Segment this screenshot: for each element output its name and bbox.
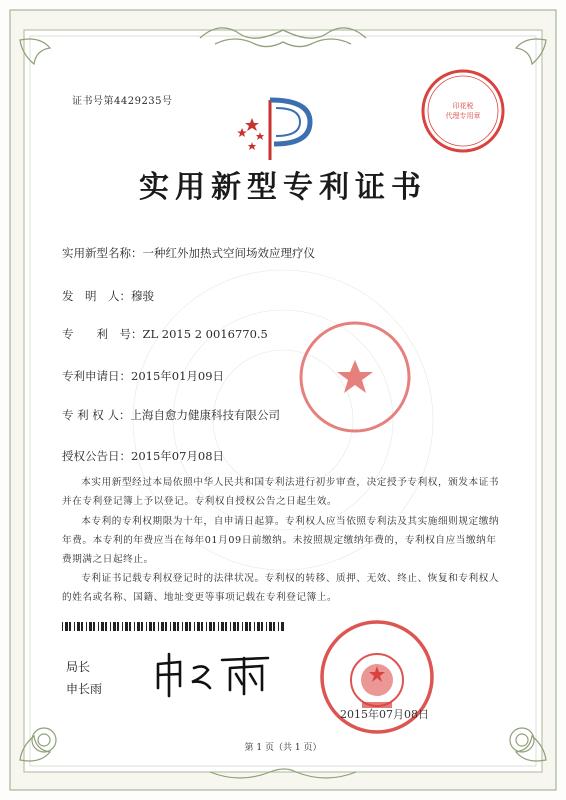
svg-text:印花税: 印花税	[452, 102, 474, 110]
field-label: 专 利 权 人：	[62, 408, 131, 422]
field-value: 穆骏	[131, 289, 154, 303]
svg-text:代理专用章: 代理专用章	[445, 112, 481, 120]
field-label: 专利申请日：	[62, 369, 131, 383]
field-application-date	[62, 368, 224, 384]
field-inventor	[62, 288, 154, 304]
field-patentee	[62, 407, 280, 423]
field-patent-number	[62, 326, 268, 342]
certificate-number: 证书号第4429235号	[72, 96, 173, 107]
field-value: 2015年07月08日	[131, 449, 225, 463]
barcode	[62, 622, 284, 631]
signature-name: 申长雨	[66, 682, 103, 696]
field-label: 实用新型名称：	[62, 246, 143, 260]
agency-seal	[418, 66, 508, 156]
company-seal	[296, 318, 414, 436]
field-grant-date	[62, 448, 224, 464]
paragraph-term: 本专利的专利权期限为十年，自申请日起算。专利权人应当依照专利法及其实施细则规定缴纳年费。本专利的年费应当在每年01月09日前缴纳。未按照规定缴纳年费的，专利权自应当缴纳年费期满之日起终止。	[62, 516, 500, 565]
field-label: 发 明 人：	[62, 289, 131, 303]
signature-title: 局长	[66, 660, 91, 674]
field-label: 专 利 号：	[62, 327, 143, 341]
page-footer: 第 1 页（共 1 页）	[244, 743, 322, 753]
certificate-title: 实用新型专利证书	[139, 170, 427, 205]
seal-date: 2015年07月08日	[340, 708, 429, 721]
field-utility-model-name	[62, 245, 315, 261]
field-value: ZL 2015 2 0016770.5	[142, 327, 268, 341]
paragraph-register: 专利证书记载专利权登记时的法律状况。专利权的转移、质押、无效、终止、恢复和专利权人的姓名或名称、国籍、地址变更等事项记载在专利登记簿上。	[62, 573, 500, 603]
field-label: 授权公告日：	[62, 449, 131, 463]
field-value: 一种红外加热式空间场效应理疗仪	[142, 246, 315, 260]
field-value: 2015年01月09日	[131, 369, 225, 383]
patent-office-logo	[230, 96, 320, 166]
field-value: 上海自愈力健康科技有限公司	[130, 408, 280, 422]
handwritten-signature	[150, 650, 280, 698]
paragraph-grant: 本实用新型经过本局依照中华人民共和国专利法进行初步审查，决定授予专利权，颁发本证书并在专利登记簿上予以登记。专利权自授权公告之日起生效。	[62, 477, 500, 507]
